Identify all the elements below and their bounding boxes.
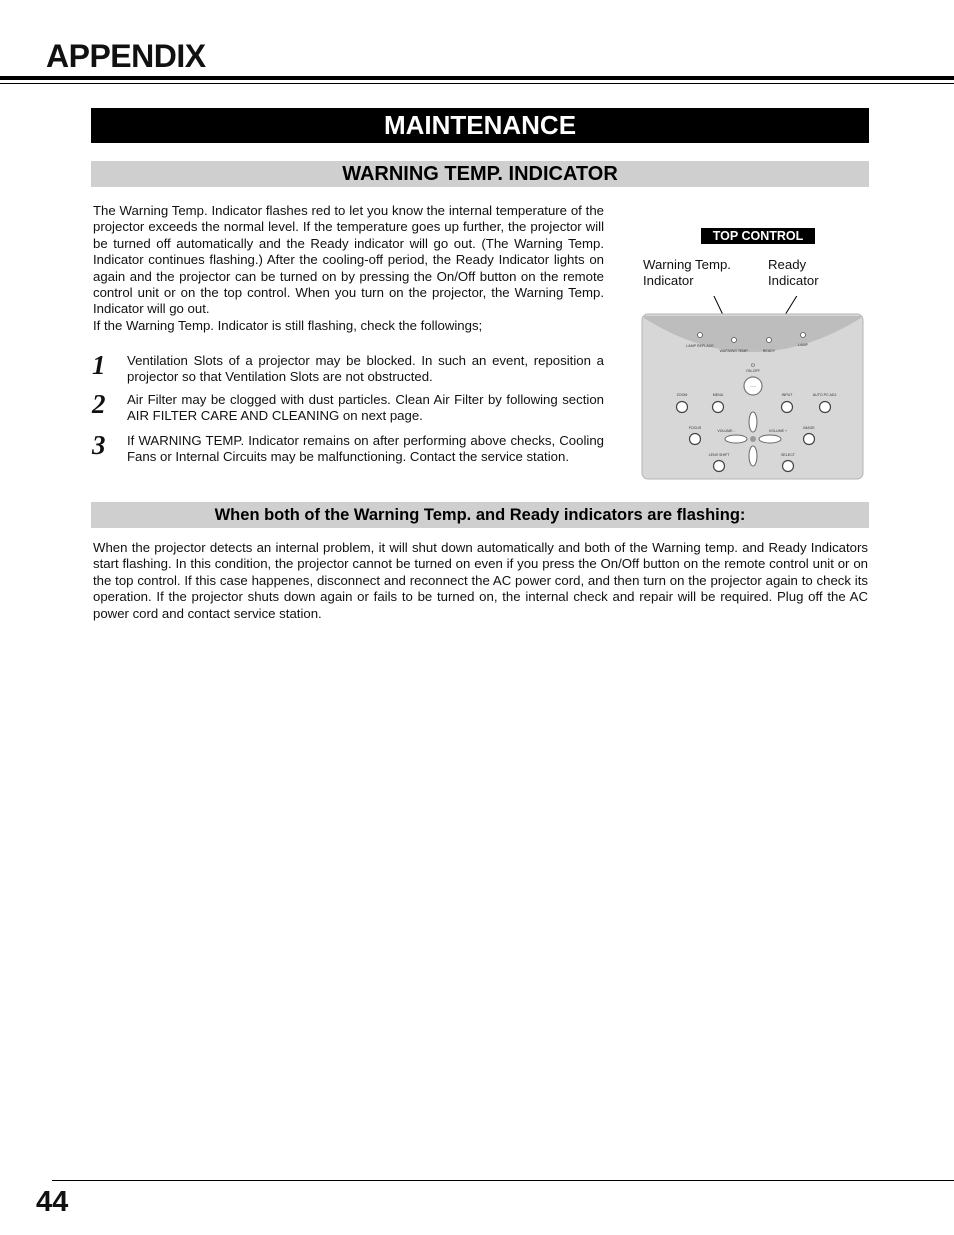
image-label: IMAGE [803,426,815,430]
section-title: APPENDIX [46,38,206,74]
on-off-glyph: ··· [750,384,756,390]
lamp-label: LAMP [798,343,808,347]
top-control-label: TOP CONTROL [701,228,815,244]
right-arrow-button[interactable] [759,435,781,443]
auto-pc-adj-button[interactable] [820,402,831,413]
auto-pc-adj-label: AUTO PC ADJ. [812,393,838,397]
on-off-label: ON-OFF [746,369,760,373]
left-arrow-button[interactable] [725,435,747,443]
flashing-heading: When both of the Warning Temp. and Ready indicators are flashing: [91,502,869,528]
warning-temp-led [732,338,737,343]
intro-paragraph: The Warning Temp. Indicator flashes red to let you know the internal temperature of the projector exceeds the normal level. If the temperature goes up further, the projector will be turned off automatically and the Ready indicator will go out. (The Warning Temp. Indicator continues flashing.) After the cooling-off period, the Ready Indicator lights on again and the projector can be turned on by pressing the On/Off button on the remote control unit or on the top control. When you turn on the projector, the Warning Temp. Indicator will go out. [93,203,604,317]
power-icon: ⏻ [751,363,755,369]
page-number: 44 [36,1186,69,1218]
warning-temp-callout: Warning Temp. Indicator [643,257,731,289]
step-text: Air Filter may be clogged with dust particles. Clean Air Filter by following section AIR FILTER CARE AND CLEANING on next page. [127,392,604,423]
warning-temp-label: WARNING TEMP. [719,349,749,353]
down-arrow-button[interactable] [749,446,757,466]
input-button[interactable] [782,402,793,413]
select-button[interactable] [783,461,794,472]
maintenance-banner: MAINTENANCE [91,108,869,143]
ready-led [767,338,772,343]
header-rule-thin [0,83,954,84]
step-number: 2 [92,389,106,419]
intro-check-line: If the Warning Temp. Indicator is still flashing, check the followings; [93,318,483,333]
top-control-panel [640,296,866,482]
menu-label: MENU [712,393,724,397]
input-label: INPUT [781,393,793,397]
up-arrow-button[interactable] [749,412,757,432]
lens-shift-button[interactable] [714,461,725,472]
lamp-led [801,333,806,338]
focus-label: FOCUS [688,426,702,430]
step-text: Ventilation Slots of a projector may be blocked. In such an event, reposition a projector so that Ventilation Slots are not obstructed. [127,353,604,384]
step-number: 1 [92,350,106,380]
lamp-replace-led [698,333,703,338]
center-pad [750,436,756,442]
header-rule-thick [0,76,954,80]
lens-shift-label: LENS SHIFT [708,453,730,457]
step-text: If WARNING TEMP. Indicator remains on after performing above checks, Cooling Fans or Internal Circuits may be malfunctioning. Contact the service station. [127,433,604,464]
select-label: SELECT [781,453,795,457]
volume-plus-label: VOLUME + [768,429,788,433]
zoom-label: ZOOM [676,393,688,397]
image-button[interactable] [804,434,815,445]
footer-rule [52,1180,954,1181]
zoom-button[interactable] [677,402,688,413]
warning-temp-heading: WARNING TEMP. INDICATOR [91,161,869,187]
step-number: 3 [92,430,106,460]
volume-minus-label: VOLUME - [717,429,735,433]
menu-button[interactable] [713,402,724,413]
ready-label: READY [762,349,776,353]
ready-callout: Ready Indicator [768,257,819,289]
flashing-paragraph: When the projector detects an internal problem, it will shut down automatically and both of the Warning temp. and Ready Indicators start flashing. In this condition, the projector cannot be turned on even if you press the On/Off button on the remote control unit or on the top control. If this case happenes, disconnect and reconnect the AC power cord, and then turn on the projector again to check its operation. If the projector shuts down again or fails to be turned on, the internal check and repair will be required. Plug off the AC power cord and contact service station. [93,540,868,621]
focus-button[interactable] [690,434,701,445]
lamp-replace-label: LAMP REPLACE [686,344,714,348]
